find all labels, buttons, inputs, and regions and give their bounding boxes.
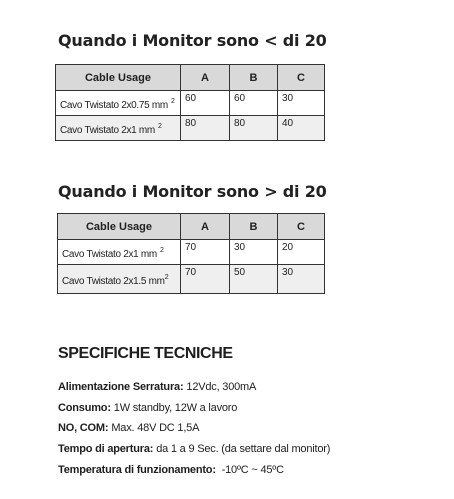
header-a: A (181, 214, 230, 240)
spec-item-operating-temp (58, 464, 284, 476)
header-c: C (278, 65, 325, 91)
value-b-cell: 80 (230, 116, 278, 141)
value-c-cell: 30 (278, 265, 325, 294)
value-c-cell: 20 (278, 240, 325, 265)
table-header-row (58, 214, 325, 240)
value-a-cell: 60 (181, 91, 230, 116)
cable-type-cell: Cavo Twistato 2x0.75 mm $^2$ (56, 91, 181, 116)
cable-table-under-20 (55, 64, 325, 141)
table-header-row (56, 65, 325, 91)
spec-item-lock-power (58, 381, 256, 393)
table-row (56, 116, 325, 141)
value-a-cell: 70 (181, 265, 230, 294)
spec-label: Temperatura di funzionamento: (58, 464, 216, 476)
header-b: B (230, 65, 278, 91)
specs-title: SPECIFICHE TECNICHE (58, 345, 233, 362)
spec-value: da 1 a 9 Sec. (da settare dal monitor) (156, 443, 331, 455)
spec-label: Consumo: (58, 402, 111, 414)
cable-table-over-20 (57, 213, 325, 294)
cable-type-cell: Cavo Twistato 2x1.5 $mm^2$ (58, 265, 181, 294)
value-a-cell: 80 (181, 116, 230, 141)
value-c-cell: 30 (278, 91, 325, 116)
header-c: C (278, 214, 325, 240)
header-a: A (181, 65, 230, 91)
value-a-cell: 70 (181, 240, 230, 265)
header-cable-usage: Cable Usage (58, 214, 181, 240)
table-row (58, 265, 325, 294)
spec-value: 1W standby, 12W a lavoro (113, 402, 238, 414)
value-c-cell: 40 (278, 116, 325, 141)
section1-title: Quando i Monitor sono < di 20 (58, 31, 327, 50)
value-b-cell: 50 (230, 265, 278, 294)
spec-value: 12Vdc, 300mA (186, 381, 257, 393)
table-row (56, 91, 325, 116)
spec-item-consumption (58, 402, 237, 414)
spec-item-opening-time (58, 443, 330, 455)
spec-label: NO, COM: (58, 422, 109, 434)
cable-type-cell: Cavo Twistato 2x1 mm $^2$ (58, 240, 181, 265)
spec-label: Alimentazione Serratura: (58, 381, 184, 393)
spec-label: Tempo di apertura: (58, 443, 154, 455)
spec-value: -10ºC ~ 45ºC (218, 464, 284, 476)
table-row (58, 240, 325, 265)
section2-title: Quando i Monitor sono > di 20 (58, 182, 327, 201)
spec-item-no-com (58, 422, 199, 434)
spec-value: Max. 48V DC 1,5A (111, 422, 200, 434)
header-b: B (230, 214, 278, 240)
cable-type-cell: Cavo Twistato 2x1 mm $^2$ (56, 116, 181, 141)
value-b-cell: 60 (230, 91, 278, 116)
value-b-cell: 30 (230, 240, 278, 265)
header-cable-usage: Cable Usage (56, 65, 181, 91)
